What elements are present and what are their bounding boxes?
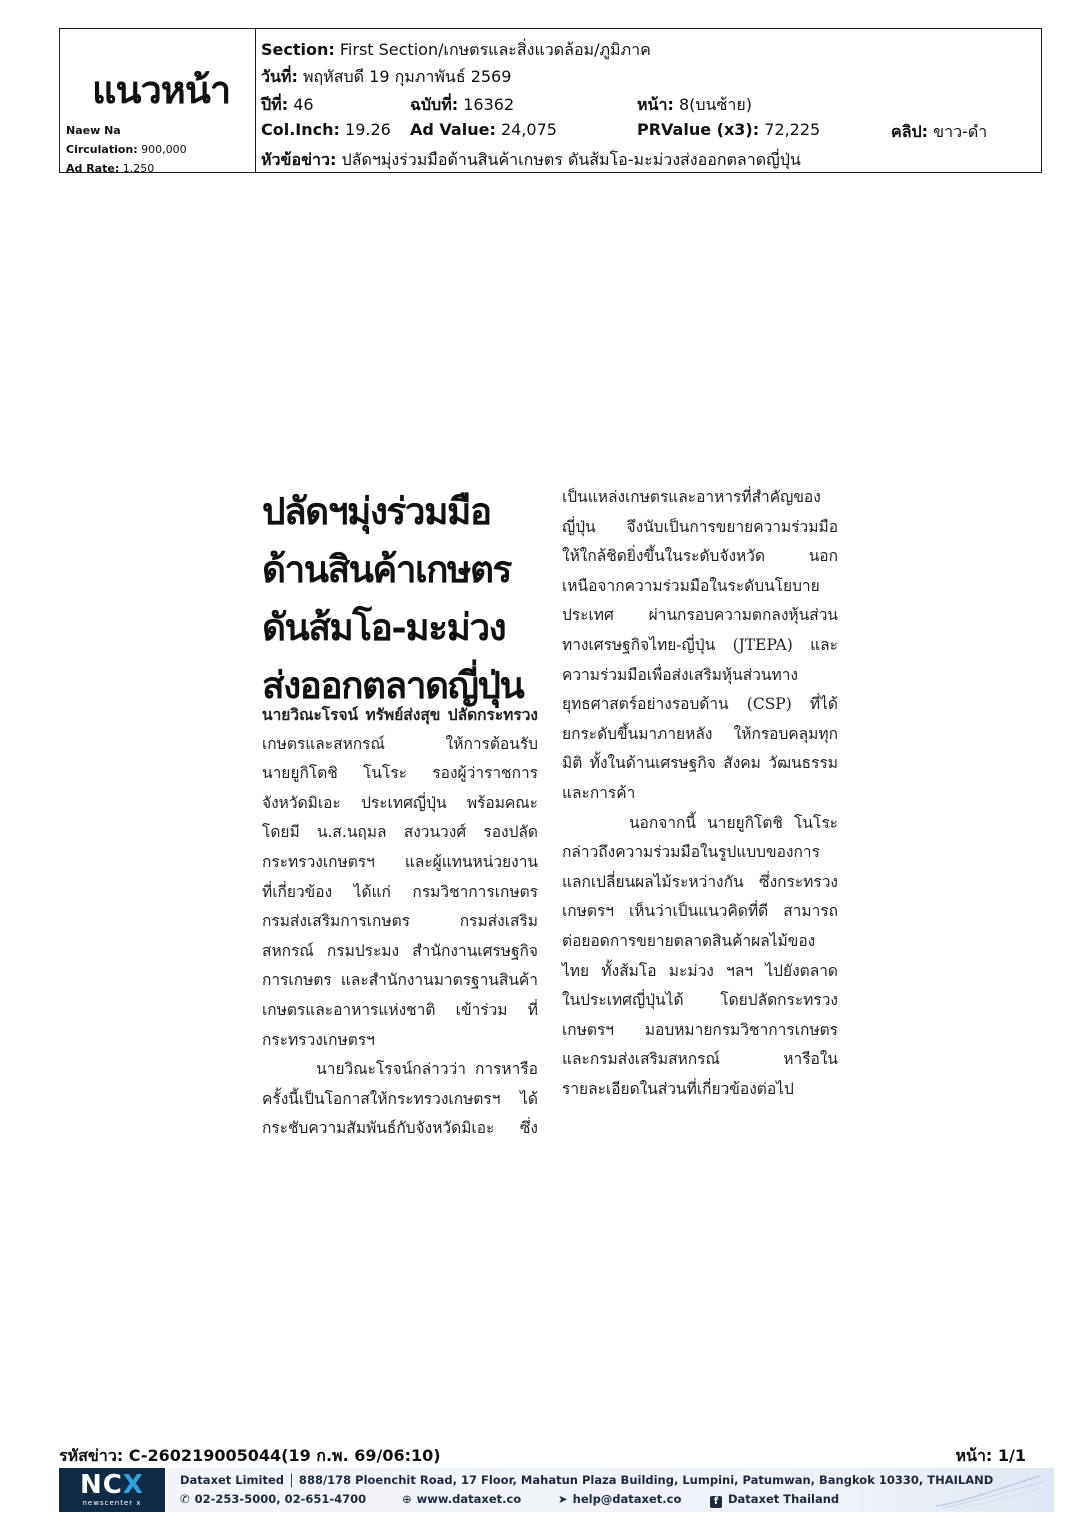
article-line: ต่อยอดการขยายตลาดสินค้าผลไม้ของ [562,931,816,950]
article-line: เกษตรและสหกรณ์ ให้การต้อนรับ [262,734,538,753]
article-line: แลกเปลี่ยนผลไม้ระหว่างกัน ซึ่งกระทรวง [562,872,838,891]
article-line: นายยูกิโตชิ โนโระ รองผู้ว่าราชการ [262,764,538,783]
ad-rate-value: 1,250 [122,162,155,175]
company-address: Dataxet Limited │ 888/178 Ploenchit Road, 17 Floor, Mahatun Plaza Building, Lumpini, Patumwan, Bangkok 10330, THAILAND [180,1473,994,1487]
headline-line: ดันส้มโอ-มะม่วง [262,605,506,649]
colinch-value: 19.26 [345,120,391,139]
globe-icon: ⊕ [402,1492,412,1506]
page-label: หน้า: [637,95,674,114]
circulation-label: Circulation: [66,143,138,156]
prvalue-row [637,120,820,139]
section-row [261,38,651,63]
article-line: สหกรณ์ กรมประมง สำนักงานเศรษฐกิจ [262,941,538,960]
article-line: กล่าวถึงความร่วมมือในรูปแบบของการ [562,843,820,862]
article-line: เป็นแหล่งเกษตรและอาหารที่สำคัญของ [562,488,821,506]
publication-meta [66,121,187,178]
article-line: ไทย ทั้งส้มโอ มะม่วง ฯลฯ ไปยังตลาด [562,961,838,980]
year-value: 46 [293,95,314,114]
news-code: รหัสข่าว: C-260219005044(19 ก.พ. 69/06:10) [59,1446,441,1465]
year-label: ปีที่: [261,95,289,114]
ncx-logo-sub: newscenter x [82,1499,142,1507]
clipping-header [59,28,1042,173]
ncx-logo-x: X [122,1470,144,1500]
advalue-value: 24,075 [500,120,557,139]
article-line: ประเทศ ผ่านกรอบความตกลงหุ้นส่วน [562,606,838,625]
website-contact[interactable] [402,1492,521,1506]
phone-text: 02-253-5000, 02-651-4700 [194,1492,367,1506]
issue-row [410,93,514,118]
footer-bar [59,1468,1054,1512]
publication-box [60,29,256,175]
article-line: ทางเศรษฐกิจไทย-ญี่ปุ่น (JTEPA) และ [562,635,838,654]
headline-line: ปลัดฯมุ่งร่วมมือ [262,489,491,533]
article-line: เหนือจากความร่วมมือในระดับนโยบาย [562,576,820,595]
facebook-contact[interactable] [710,1492,839,1508]
colinch-label: Col.Inch: [261,120,340,139]
facebook-icon: f [710,1496,722,1508]
date-label: วันที่: [261,67,298,86]
article-line: เกษตรฯ มอบหมายกรมวิชาการเกษตร [562,1020,838,1039]
send-icon: ➤ [558,1492,568,1506]
article-line: โดยมี น.ส.นฤมล สงวนวงศ์ รองปลัด [262,823,538,842]
headline-row [261,148,801,173]
article-line: เกษตรฯ เห็นว่าเป็นแนวคิดที่ดี สามารถ [562,902,838,921]
publication-logo: แนวหน้า [92,68,231,112]
publication-name: Naew Na [66,124,121,137]
article-column-2 [562,483,838,1104]
article-line: ในประเทศญี่ปุ่นได้ โดยปลัดกระทรวง [562,991,838,1010]
website-text: www.dataxet.co [416,1492,522,1506]
issue-label: ฉบับที่: [410,95,459,114]
headline-value: ปลัดฯมุ่งร่วมมือด้านสินค้าเกษตร ดันส้มโอ-มะม่วงส่งออกตลาดญี่ปุ่น [341,150,801,169]
clip-row [891,120,987,145]
article-line: กระทรวงเกษตรฯ และผู้แทนหน่วยงาน [262,852,538,871]
article-line: นายวิณะโรจน์กล่าวว่า การหารือ [262,1060,538,1079]
article-line: กระทรวงเกษตรฯ [262,1030,375,1049]
prvalue-label: PRValue (x3): [637,120,760,139]
circulation-value: 900,000 [141,143,187,156]
headline-line: ส่งออกตลาดญี่ปุ่น [262,663,524,707]
article-line: และกรมส่งเสริมสหกรณ์ หารือใน [562,1050,838,1069]
article-line: การเกษตร และสำนักงานมาตรฐานสินค้า [262,971,538,990]
headline-line: ด้านสินค้าเกษตร [262,547,511,591]
article-line: ที่เกี่ยวข้อง ได้แก่ กรมวิชาการเกษตร [262,882,538,901]
article-line: ให้ใกล้ชิดยิ่งขึ้นในระดับจังหวัด นอก [562,547,838,566]
advalue-row [410,120,557,139]
colinch-row [261,120,391,139]
year-row [261,93,314,118]
headline-label: หัวข้อข่าว: [261,150,337,169]
clip-value: ขาว-ดำ [933,122,988,141]
article-line: และการค้า [562,783,636,802]
prvalue-value: 72,225 [764,120,821,139]
page-row [637,93,752,118]
issue-value: 16362 [463,95,515,114]
decorative-swoosh [934,1472,1044,1510]
article-headline [262,482,546,714]
article-line: กระชับความสัมพันธ์กับจังหวัดมิเอะ ซึ่ง [262,1119,538,1138]
date-row [261,65,511,90]
phone-contact [180,1492,366,1506]
email-contact[interactable] [558,1492,681,1506]
date-value: พฤหัสบดี 19 กุมภาพันธ์ 2569 [302,67,512,86]
article-line: นอกจากนี้ นายยูกิโตชิ โนโระ [562,813,838,832]
advalue-label: Ad Value: [410,120,496,139]
email-text: help@dataxet.co [572,1492,682,1506]
article-line: กรมส่งเสริมการเกษตร กรมส่งเสริม [262,912,538,931]
ad-rate-label: Ad Rate: [66,162,120,175]
article-line: มิติ ทั้งในด้านเศรษฐกิจ สังคม วัฒนธรรม [562,754,838,773]
article-line: ยกระดับขึ้นมาภายหลัง ให้กรอบคลุมทุก [562,724,838,743]
ncx-logo-main: NC [80,1470,123,1500]
article-line: ความร่วมมือเพื่อส่งเสริมหุ้นส่วนทาง [562,665,798,684]
section-value: First Section/เกษตรและสิ่งแวดล้อม/ภูมิภาค [339,40,651,59]
section-label: Section: [261,40,335,59]
article-line: ญี่ปุ่น จึงนับเป็นการขยายความร่วมมือ [562,517,838,536]
facebook-text: Dataxet Thailand [728,1492,840,1506]
article-line: จังหวัดมิเอะ ประเทศญี่ปุ่น พร้อมคณะ [262,793,538,812]
article-column-1 [262,700,538,1144]
article-line: รายละเอียดในส่วนที่เกี่ยวข้องต่อไป [562,1079,794,1098]
article-line: เกษตรและอาหารแห่งชาติ เข้าร่วม ที่ [262,1000,538,1019]
article-line: ครั้งนี้เป็นโอกาสให้กระทรวงเกษตรฯ ได้ [262,1089,538,1108]
clip-label: คลิป: [891,122,929,141]
article-lead: นายวิณะโรจน์ ทรัพย์ส่งสุข ปลัดกระทรวง [262,705,538,724]
phone-icon: ✆ [180,1492,190,1506]
article-line: ยุทธศาสตร์อย่างรอบด้าน (CSP) ที่ได้ [562,695,838,714]
page-value: 8(บนซ้าย) [678,95,752,114]
page-count: หน้า: 1/1 [955,1446,1026,1465]
ncx-logo [59,1468,165,1512]
